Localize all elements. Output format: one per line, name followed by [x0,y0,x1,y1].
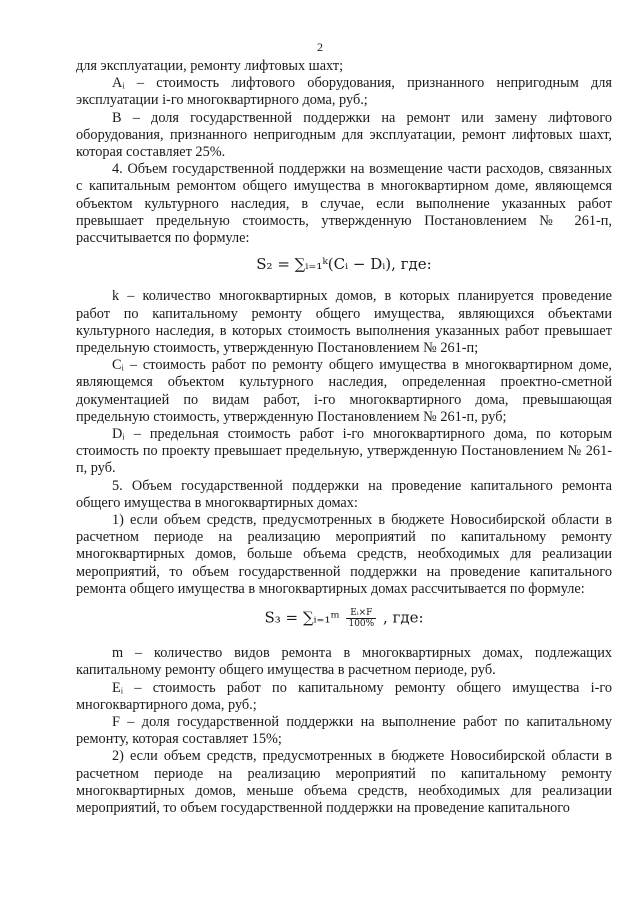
definition-k: k – количество многоквартирных домов, в которых планируется проведение работ по капитальному ремонту общего имущества, являющихся объектами культурного наследия, в которых стоимость выполнения указанных работ превышает предельную стоимость, утвержденную Постановлением № 261-п; [76,288,612,357]
definition-d: Dᵢ – предельная стоимость работ i-го многоквартирного дома, по которым стоимость по проекту превышает предельную, утвержденную Постановлением № 261-п, руб. [76,426,612,477]
definition-m: m – количество видов ремонта в многоквартирных домах, подлежащих капитальному ремонту общего имущества в расчетном периоде, руб. [76,645,612,679]
definition-f: F – доля государственной поддержки на выполнение работ по капитальному ремонту, которая составляет 15%; [76,713,612,748]
page-number: 2 [317,40,323,54]
formula-s3-fraction [346,608,376,629]
clause-5-2: 2) если объем средств, предусмотренных в бюджете Новосибирской области в расчетном периоде на реализацию мероприятий по капитальному ремонту многоквартирных домов, меньше объема средств, необходимых для реализации мероприятий, то объем государственной поддержки на проведение капитального [76,748,612,816]
formula-s3-numerator: Eᵢ×F [346,608,376,619]
definition-c: Cᵢ – стоимость работ по ремонту общего имущества в многоквартирном доме, являющемся объектом культурного наследия, определенная проектно-сметной документацией по видам работ, i-го многоквартирного дома, превышающая предельную стоимость, утвержденную Постановлением № 261-п, руб; [76,357,612,425]
definition-a: Aᵢ – стоимость лифтового оборудования, признанного непригодным для эксплуатации i-го многоквартирного дома, руб.; [76,75,612,109]
formula-s3-denominator: 100% [348,619,375,630]
paragraph-continuation: для эксплуатации, ремонту лифтовых шахт; [76,58,344,74]
formula-s2: S₂ = ∑ᵢ₌₁ᵏ(Cᵢ − Dᵢ), где: [256,255,432,274]
clause-4: 4. Объем государственной поддержки на возмещение части расходов, связанных с капитальным ремонтом общего имущества в многоквартирном доме, являющемся объектом культурного наследия, в случае, если выполнение указанных работ превышает предельную стоимость, утвержденную Постановлением № 261-п, рассчитывается по формуле: [76,161,612,247]
definition-b: B – доля государственной поддержки на ремонт или замену лифтового оборудования, признанного непригодным для эксплуатации, ремонт лифтовых шахт, которая составляет 25%. [76,109,612,161]
formula-s3-suffix: , где: [382,608,424,627]
document-body [76,58,612,817]
formula-s3 [76,608,612,629]
formula-s3-lhs: S₃ = ∑ᵢ₌₁ᵐ [264,608,340,627]
clause-5-1: 1) если объем средств, предусмотренных в бюджете Новосибирской области в расчетном периоде на реализацию мероприятий по капитальному ремонту многоквартирных домов, больше объема средств, необходимых для реализации мероприятий, то объем государственной поддержки на проведение капитального ремонта общего имущества в многоквартирных домах рассчитывается по формуле: [76,512,612,597]
clause-5: 5. Объем государственной поддержки на проведение капитального ремонта общего имущества в многоквартирных домах: [76,477,612,511]
definition-e: Eᵢ – стоимость работ по капитальному ремонту общего имущества i-го многоквартирного дома, руб.; [76,679,612,713]
